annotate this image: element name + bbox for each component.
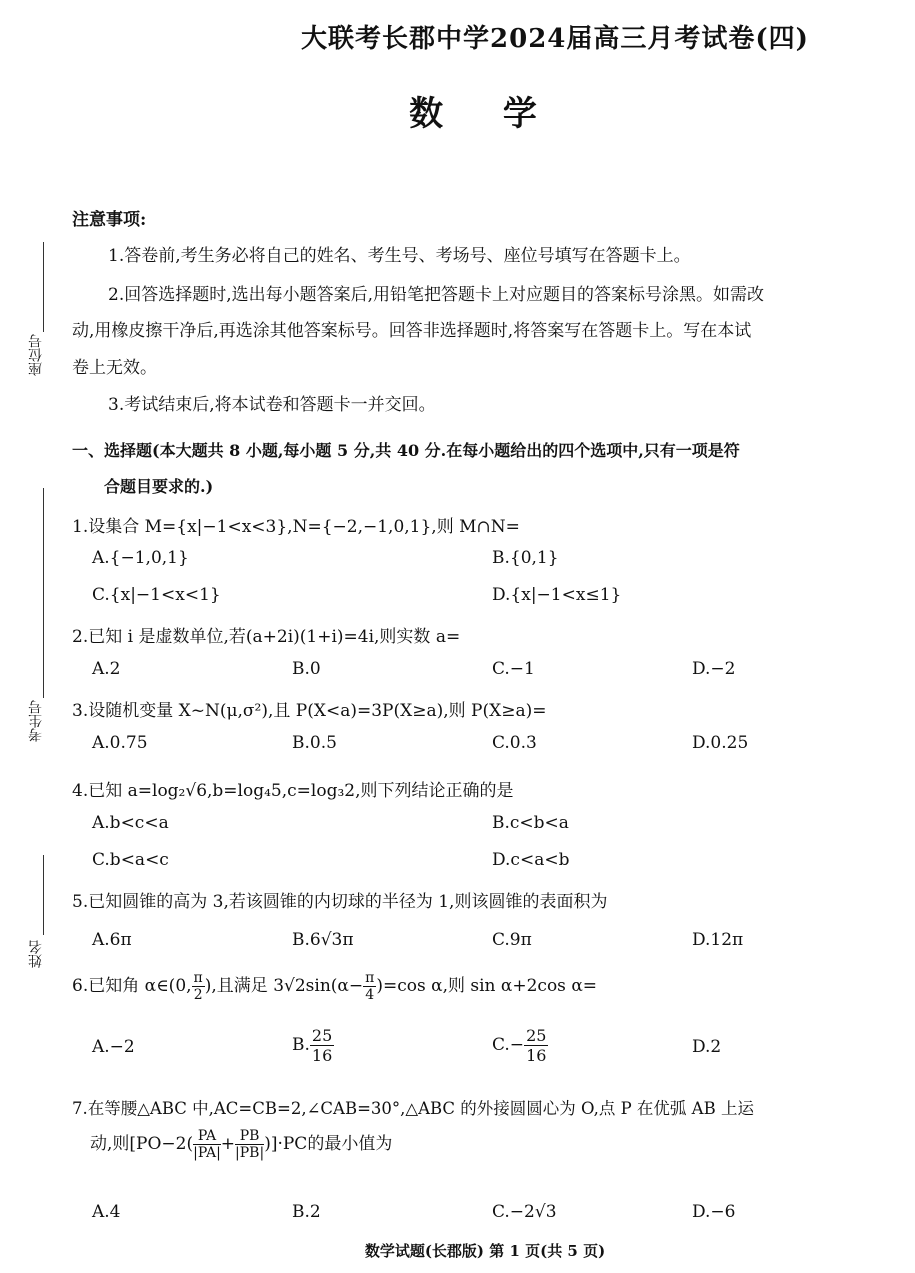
q6-option-c-fraction — [524, 1026, 548, 1065]
q7-stem-post: )]·PC的最小值为 — [264, 1134, 393, 1154]
q7-fraction-pa — [193, 1128, 221, 1161]
q7-pa-vector: PA — [193, 1128, 221, 1145]
side-label-name: 姓名 — [28, 940, 44, 968]
q3-option-a: A.0.75 — [92, 733, 148, 753]
q1-option-c: C.{x|−1<x<1} — [92, 585, 221, 605]
side-line-exam-no — [43, 488, 44, 698]
q4-option-a: A.b<c<a — [92, 813, 169, 833]
q7-pb-abs: |PB| — [235, 1145, 265, 1161]
notice-item-2-line-1: 2.回答选择题时,选出每小题答案后,用铅笔把答题卡上对应题目的答案标号涂黑。如需改 — [108, 285, 765, 305]
q7-stem-pre: 动,则[PO−2( — [90, 1134, 194, 1154]
notice-item-1: 1.答卷前,考生务必将自己的姓名、考生号、考场号、座位号填写在答题卡上。 — [108, 246, 691, 266]
q6-option-c-num: 25 — [526, 1026, 547, 1045]
q6-fraction-pi-over-2 — [192, 970, 205, 1003]
q2-option-d: D.−2 — [692, 659, 736, 679]
q7-option-b: B.2 — [292, 1202, 321, 1222]
q6-stem-post: )=cos α,则 sin α+2cos α= — [376, 976, 598, 996]
q3-option-d: D.0.25 — [692, 733, 749, 753]
notice-item-2-line-3: 卷上无效。 — [72, 358, 157, 378]
q6-fraction-pi-over-4 — [363, 970, 376, 1003]
q4-option-c: C.b<a<c — [92, 850, 169, 870]
q7-option-a: A.4 — [92, 1202, 121, 1222]
q6-option-b — [292, 1026, 334, 1065]
q6-frac1-den: 2 — [193, 987, 203, 1003]
section-heading-line-2: 合题目要求的.) — [104, 477, 214, 496]
q7-option-d: D.−6 — [692, 1202, 736, 1222]
q6-stem-pre: 6.已知角 α∈(0, — [72, 976, 192, 996]
q6-frac2-den: 4 — [365, 987, 375, 1003]
q6-option-c — [492, 1026, 548, 1065]
q3-option-c: C.0.3 — [492, 733, 537, 753]
q4-option-d: D.c<a<b — [492, 850, 570, 870]
q4-stem: 4.已知 a=log₂√6,b=log₄5,c=log₃2,则下列结论正确的是 — [72, 781, 514, 801]
q2-option-c: C.−1 — [492, 659, 535, 679]
q6-option-b-fraction — [310, 1026, 334, 1065]
q7-fraction-pb — [235, 1128, 264, 1161]
q1-option-a: A.{−1,0,1} — [92, 548, 189, 568]
notice-item-3: 3.考试结束后,将本试卷和答题卡一并交回。 — [108, 395, 436, 415]
q2-option-a: A.2 — [92, 659, 121, 679]
q6-frac2-num: π — [365, 970, 375, 986]
subject-title: 数 学 — [409, 94, 561, 134]
q6-frac1-num: π — [193, 970, 203, 986]
q2-option-b: B.0 — [292, 659, 321, 679]
q5-stem: 5.已知圆锥的高为 3,若该圆锥的内切球的半径为 1,则该圆锥的表面积为 — [72, 892, 608, 912]
q6-option-d: D.2 — [692, 1037, 722, 1057]
q5-option-b: B.6√3π — [292, 930, 354, 950]
notice-item-2-line-2: 动,用橡皮擦干净后,再选涂其他答案标号。回答非选择题时,将答案写在答题卡上。写在本试 — [72, 321, 752, 341]
q5-option-a: A.6π — [92, 930, 132, 950]
side-label-exam-no: 考生号 — [28, 700, 44, 742]
q6-option-b-num: 25 — [311, 1026, 333, 1045]
q6-stem — [72, 970, 597, 1003]
q6-option-b-den: 16 — [311, 1046, 333, 1065]
q3-option-b: B.0.5 — [292, 733, 337, 753]
q5-option-c: C.9π — [492, 930, 532, 950]
q7-stem-line-2 — [90, 1128, 392, 1161]
q7-option-c: C.−2√3 — [492, 1202, 557, 1222]
q7-plus: + — [220, 1134, 236, 1154]
q3-stem: 3.设随机变量 X~N(μ,σ²),且 P(X<a)=3P(X≥a),则 P(X≥a)= — [72, 701, 547, 721]
q6-option-c-den: 16 — [526, 1046, 547, 1065]
q6-option-c-label: C.− — [492, 1035, 525, 1055]
exam-title: 大联考长郡中学2024届高三月考试卷(四) — [301, 24, 809, 54]
q7-pb-vector: PB — [235, 1128, 264, 1145]
side-label-seat: 座位号 — [28, 334, 44, 376]
side-line-seat — [43, 242, 44, 332]
q2-stem: 2.已知 i 是虚数单位,若(a+2i)(1+i)=4i,则实数 a= — [72, 627, 461, 647]
notice-heading: 注意事项: — [72, 210, 147, 230]
q6-option-a: A.−2 — [92, 1037, 135, 1057]
q1-stem: 1.设集合 M={x|−1<x<3},N={−2,−1,0,1},则 M∩N= — [72, 517, 520, 537]
q5-option-d: D.12π — [692, 930, 744, 950]
section-heading-line-1: 一、选择题(本大题共 8 小题,每小题 5 分,共 40 分.在每小题给出的四个选项中,只有一项是符 — [72, 441, 740, 460]
page-footer: 数学试题(长郡版) 第 1 页(共 5 页) — [364, 1242, 606, 1260]
q7-pa-abs: |PA| — [193, 1145, 221, 1161]
side-line-name — [43, 855, 44, 935]
q1-option-d: D.{x|−1<x≤1} — [492, 585, 622, 605]
q7-stem-line-1: 7.在等腰△ABC 中,AC=CB=2,∠CAB=30°,△ABC 的外接圆圆心为 O,点 P 在优弧 AB 上运 — [72, 1099, 754, 1118]
q4-option-b: B.c<b<a — [492, 813, 569, 833]
q6-stem-mid: ),且满足 3√2sin(α− — [204, 976, 364, 996]
q6-option-b-label: B. — [292, 1035, 310, 1055]
q1-option-b: B.{0,1} — [492, 548, 559, 568]
